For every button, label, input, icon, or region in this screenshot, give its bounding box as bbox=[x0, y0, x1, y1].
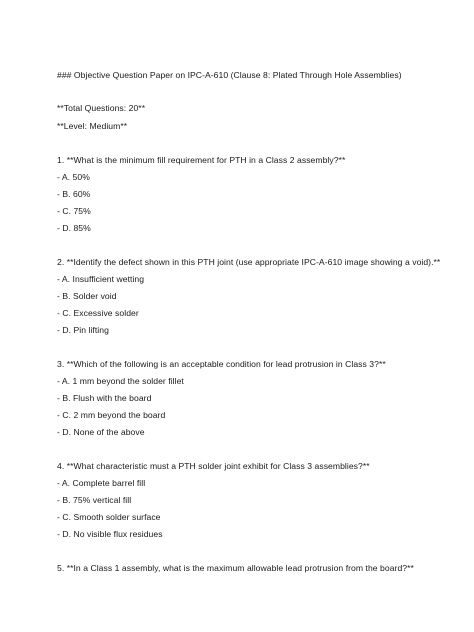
question-4-option-d: - D. No visible flux residues bbox=[57, 529, 163, 539]
question-4-option-b: - B. 75% vertical fill bbox=[57, 495, 132, 505]
question-3-option-a: - A. 1 mm beyond the solder fillet bbox=[57, 376, 184, 386]
question-3-option-b: - B. Flush with the board bbox=[57, 393, 152, 403]
difficulty-level: **Level: Medium** bbox=[57, 121, 128, 131]
total-questions: **Total Questions: 20** bbox=[57, 103, 146, 113]
question-2-option-c: - C. Excessive solder bbox=[57, 308, 139, 318]
question-3-option-c: - C. 2 mm beyond the board bbox=[57, 410, 166, 420]
document-heading: ### Objective Question Paper on IPC-A-610 (Clause 8: Plated Through Hole Assemblies) bbox=[57, 70, 402, 80]
question-4-option-a: - A. Complete barrel fill bbox=[57, 478, 146, 488]
question-1-option-a: - A. 50% bbox=[57, 172, 90, 182]
question-1-option-b: - B. 60% bbox=[57, 189, 91, 199]
question-3-text: 3. **Which of the following is an acceptable condition for lead protrusion in Class 3?** bbox=[57, 359, 386, 369]
question-3-option-d: - D. None of the above bbox=[57, 427, 145, 437]
question-2-text: 2. **Identify the defect shown in this PTH joint (use appropriate IPC-A-610 image showing a void).** bbox=[57, 257, 441, 267]
question-4-option-c: - C. Smooth solder surface bbox=[57, 512, 161, 522]
question-2-option-d: - D. Pin lifting bbox=[57, 325, 109, 335]
question-2-option-b: - B. Solder void bbox=[57, 291, 117, 301]
question-4-text: 4. **What characteristic must a PTH solder joint exhibit for Class 3 assemblies?** bbox=[57, 461, 370, 471]
question-5-text: 5. **In a Class 1 assembly, what is the maximum allowable lead protrusion from the board?** bbox=[57, 563, 414, 573]
question-2-option-a: - A. Insufficient wetting bbox=[57, 274, 145, 284]
question-1-option-d: - D. 85% bbox=[57, 223, 91, 233]
question-1-text: 1. **What is the minimum fill requirement for PTH in a Class 2 assembly?** bbox=[57, 155, 346, 165]
question-1-option-c: - C. 75% bbox=[57, 206, 91, 216]
